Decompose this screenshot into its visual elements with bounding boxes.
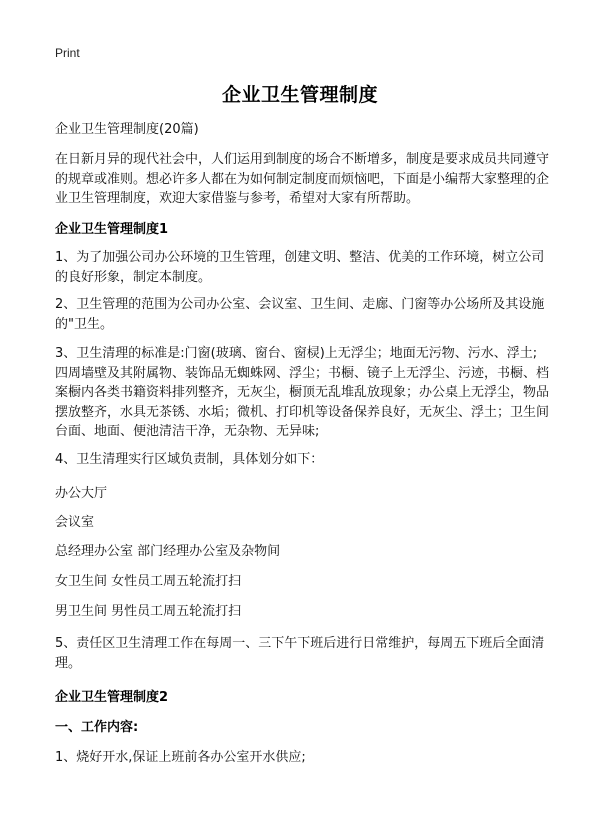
area-item-mens-restroom: 男卫生间 男性员工周五轮流打扫 — [55, 604, 242, 619]
area-item-manager-offices: 总经理办公室 部门经理办公室及杂物间 — [55, 544, 281, 559]
page-title: 企业卫生管理制度 — [221, 84, 378, 106]
section-1-paragraph-3: 3、卫生清理的标准是:门窗(玻璃、窗台、窗棂)上无浮尘；地面无污物、污水、浮土;四周墙壁及其附属物、装饰品无蜘蛛网、浮尘；书橱、镜子上无浮尘、污迹，书橱、档案橱内各类书籍资料排列整齐，无灰尘，橱顶无乱堆乱放现象；办公桌上无浮尘，物品摆放整齐，水具无茶锈、水垢；微机、打印机等设备保养良好，无灰尘、浮土；卫生间台面、地面、便池清洁干净，无杂物、无异味; — [55, 346, 550, 439]
section-1-paragraph-5: 5、责任区卫生清理工作在每周一、三下午下班后进行日常维护，每周五下班后全面清理。 — [55, 636, 545, 671]
intro-paragraph: 在日新月异的现代社会中，人们运用到制度的场合不断增多，制度是要求成员共同遵守的规章或准则。想必许多人都在为如何制定制度而烦恼吧，下面是小编帮大家整理的企业卫生管理制度，欢迎大家借鉴与参考，希望对大家有所帮助。 — [55, 152, 550, 206]
section-1-paragraph-2: 2、卫生管理的范围为公司办公室、会议室、卫生间、走廊、门窗等办公场所及其设施的"卫生。 — [55, 297, 545, 332]
section-2-heading: 企业卫生管理制度2 — [55, 690, 169, 705]
area-item-womens-restroom: 女卫生间 女性员工周五轮流打扫 — [55, 574, 242, 589]
print-link[interactable]: Print — [55, 46, 80, 60]
section-1-paragraph-1: 1、为了加强公司办公环境的卫生管理，创建文明、整洁、优美的工作环境，树立公司的良好形象，制定本制度。 — [55, 250, 545, 285]
document-subtitle: 企业卫生管理制度(20篇) — [55, 122, 199, 137]
section-1-heading: 企业卫生管理制度1 — [55, 222, 169, 237]
section-2-subheading: 一、工作内容: — [55, 720, 139, 735]
section-2-paragraph-1: 1、烧好开水,保证上班前各办公室开水供应; — [55, 750, 306, 765]
area-item-meeting-room: 会议室 — [55, 515, 95, 530]
area-item-office-hall: 办公大厅 — [55, 486, 108, 501]
section-1-paragraph-4: 4、卫生清理实行区域负责制，具体划分如下： — [55, 452, 324, 467]
